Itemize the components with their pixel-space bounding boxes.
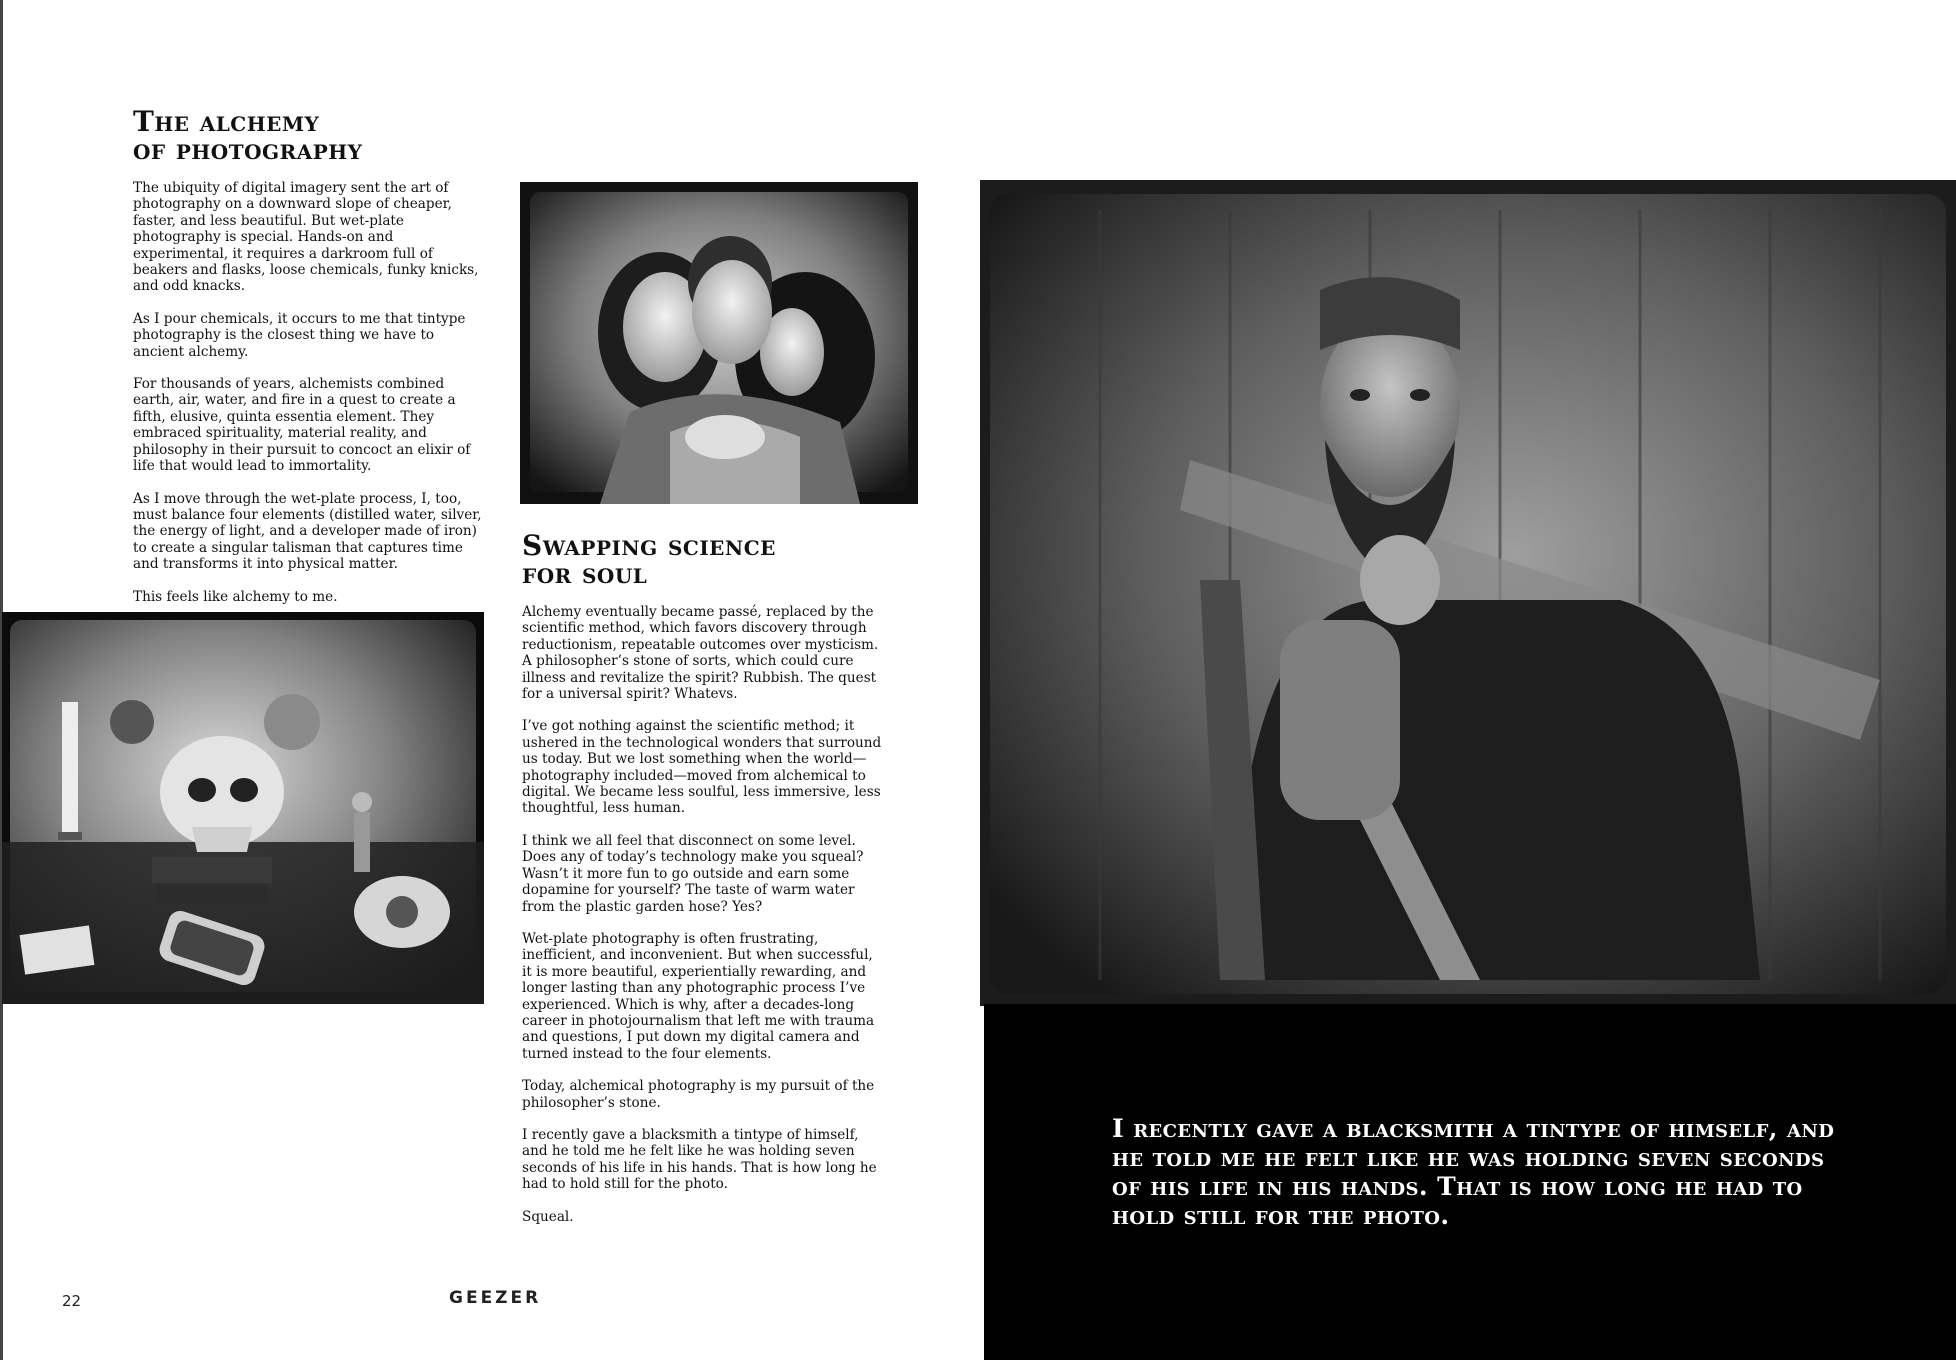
title-line: Swapping science <box>522 529 776 562</box>
paragraph: I think we all feel that disconnect on some level. Does any of today’s technology make you squeal? Wasn’t it more fun to go outside and earn some dopamine for yourself? The taste of warm water from the plastic garden hose? Yes? <box>522 832 864 915</box>
tintype-photo-still-life <box>2 612 484 1004</box>
paragraph: I recently gave a blacksmith a tintype of himself, and he told me he felt like he was holding seven seconds of his life in his hands. That is how long he had to hold still for the photo. <box>522 1126 877 1193</box>
paragraph: This feels like alchemy to me. <box>133 588 338 605</box>
paragraph: I’ve got nothing against the scientific method; it ushered in the technological wonders that surround us today. But we lost something when the world—photography included—moved from alchemical to digital. We became less soulful, less immersive, less thoughtful, less human. <box>522 718 882 817</box>
article-body-alchemy <box>133 180 485 621</box>
tintype-photo-three-women <box>520 182 918 504</box>
article-body-swapping-science <box>522 604 884 1241</box>
magazine-name: GEEZER <box>449 1288 542 1308</box>
paragraph: For thousands of years, alchemists combined earth, air, water, and fire in a quest to create a fifth, elusive, quinta essentia element. They embraced spirituality, material reality, and philosophy in their pursuit to concoct an elixir of life that would lead to immortality. <box>133 376 471 475</box>
pull-quote: I recently gave a blacksmith a tintype of himself, and he told me he felt like he was holding seven seconds of his life in his hands. That is how long he had to hold still for the photo. <box>1112 1114 1835 1230</box>
paragraph: As I pour chemicals, it occurs to me that tintype photography is the closest thing we have to ancient alchemy. <box>133 310 466 360</box>
tintype-photo-blacksmith <box>980 180 1956 1006</box>
title-line: of photography <box>133 133 363 166</box>
article-title-swapping-science <box>522 529 776 590</box>
paragraph: As I move through the wet-plate process, I, too, must balance four elements (distilled water, silver, the energy of light, and a developer made of iron) to create a singular talisman that captures time and transforms it into physical matter. <box>133 490 482 573</box>
paragraph: Today, alchemical photography is my pursuit of the philosopher’s stone. <box>522 1078 875 1111</box>
page-number: 22 <box>62 1292 82 1310</box>
title-line: for soul <box>522 557 648 590</box>
paragraph: Alchemy eventually became passé, replaced by the scientific method, which favors discovery through reductionism, repeatable outcomes over mysticism. A philosopher’s stone of sorts, which could cure illness and revitalize the spirit? Rubbish. The quest for a universal spirit? Whatevs. <box>522 604 879 703</box>
article-title-alchemy <box>133 105 363 166</box>
title-line: The alchemy <box>133 105 320 138</box>
paragraph: Squeal. <box>522 1208 574 1225</box>
paragraph: The ubiquity of digital imagery sent the art of photography on a downward slope of cheaper, faster, and less beautiful. But wet-plate photography is special. Hands-on and experimental, it requires a darkroom full of beakers and flasks, loose chemicals, funky knicks, and odd knacks. <box>133 180 479 295</box>
paragraph: Wet-plate photography is often frustrating, inefficient, and inconvenient. But when successful, it is more beautiful, experientially rewarding, and longer lasting than any photographic process I’ve experienced. Which is why, after a decades-long career in photojournalism that left me with trauma and questions, I put down my digital camera and turned instead to the four elements. <box>522 930 875 1062</box>
